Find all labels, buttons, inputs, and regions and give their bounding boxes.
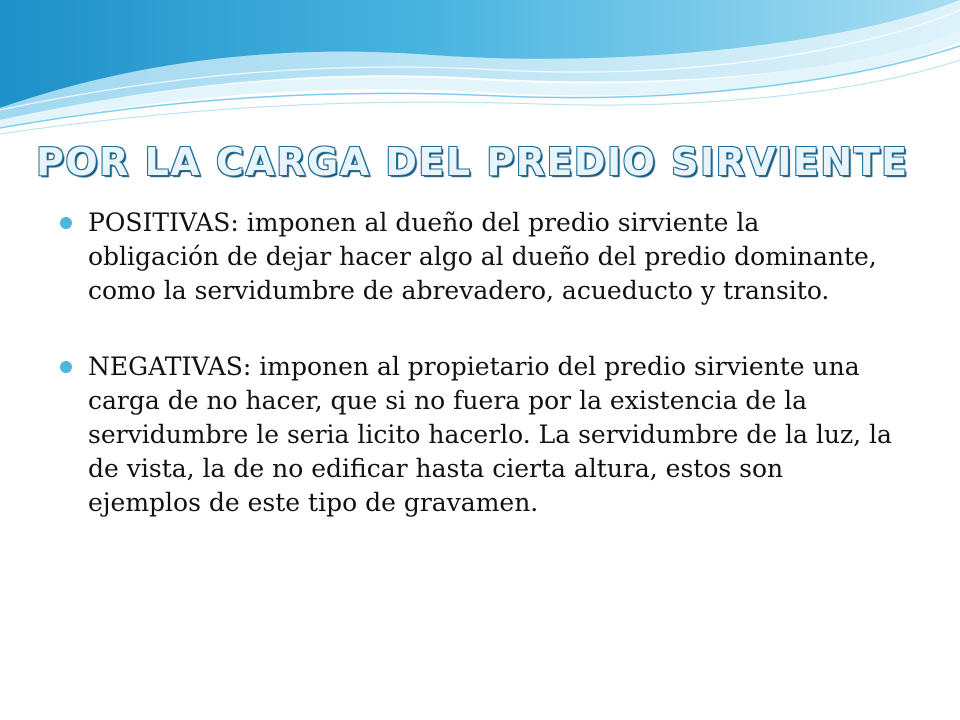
wave-header-decoration xyxy=(0,0,960,150)
bullet-text: NEGATIVAS: imponen al propietario del predio sirviente una carga de no hacer, que si no fuera por la existencia de la servidumbre le seria licito hacerlo. La servidumbre de la luz, la de vista, la de no edificar hasta cierta altura, estos son ejemplos de este tipo de gravamen. xyxy=(88,352,892,517)
bullet-dot-icon xyxy=(60,361,72,373)
bullet-text: POSITIVAS: imponen al dueño del predio sirviente la obligación de dejar hacer algo al dueño del predio dominante, como la servidumbre de abrevadero, acueducto y transito. xyxy=(88,208,877,305)
bullet-list xyxy=(54,206,894,520)
bullet-item-negativas xyxy=(54,350,894,520)
bullet-item-positivas xyxy=(54,206,894,308)
slide-title: POR LA CARGA DEL PREDIO SIRVIENTE xyxy=(36,140,909,184)
bullet-dot-icon xyxy=(60,217,72,229)
